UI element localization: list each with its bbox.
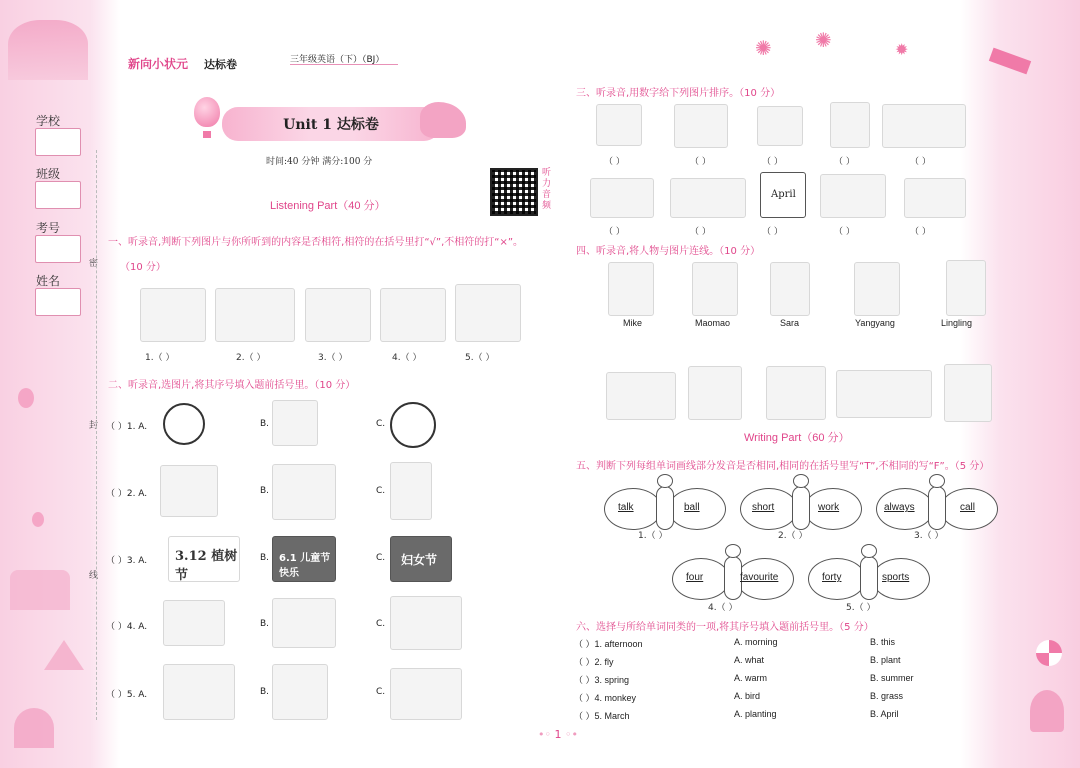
kids-pingpong-picture xyxy=(820,174,886,218)
answer-blank[interactable]: 1.（ ） xyxy=(145,353,175,363)
question-item[interactable]: （ ）2. fly xyxy=(574,657,614,667)
firework-icon: ✺ xyxy=(815,28,832,52)
section1-score: （10 分） xyxy=(120,262,166,273)
chef-cake-picture xyxy=(390,462,432,520)
balloon-icon xyxy=(194,97,220,127)
word: short xyxy=(752,502,775,513)
balloon-icon xyxy=(32,512,44,527)
option-a: A. morning xyxy=(734,637,778,647)
castle-decoration-bottom xyxy=(10,570,70,610)
butterfly-head xyxy=(725,544,741,558)
option-label: C. xyxy=(376,687,386,697)
answer-blank[interactable]: （ ） xyxy=(834,227,855,237)
seal-mark: 封 xyxy=(89,421,99,431)
boy-writing-picture xyxy=(272,464,336,520)
kids-outdoor-picture xyxy=(882,104,966,148)
answer-blank[interactable]: （ ） xyxy=(604,227,625,237)
butterfly-head xyxy=(861,544,877,558)
childrens-day-picture xyxy=(272,536,336,582)
exam-number-field[interactable] xyxy=(35,235,81,263)
field-label-exam-no: 考号 xyxy=(36,221,61,235)
page-number: •◦ 1 ◦• xyxy=(538,728,578,741)
castle-decoration xyxy=(8,20,88,80)
womens-day-text: 妇女节 xyxy=(401,553,438,567)
option-a: A. bird xyxy=(734,691,761,701)
name-field[interactable] xyxy=(35,288,81,316)
kids-basketball-picture xyxy=(390,596,462,650)
word: talk xyxy=(618,502,634,513)
kids-boat-picture xyxy=(670,178,746,218)
butterfly-body xyxy=(860,556,878,600)
question-item[interactable]: （ ）3. spring xyxy=(574,675,630,685)
field-label-school: 学校 xyxy=(36,114,61,128)
calendar-picture xyxy=(760,172,806,218)
word: work xyxy=(818,502,840,513)
character-mike xyxy=(608,262,654,316)
section5-heading: 五、判断下列每组单词画线部分发音是否相同,相同的在括号里写“T”,不相同的写“F”。（5 分） xyxy=(576,461,990,472)
butterfly-head xyxy=(793,474,809,488)
firework-icon: ✺ xyxy=(755,36,772,60)
answer-blank[interactable]: 5.（ ） xyxy=(465,353,495,363)
option-a: A. warm xyxy=(734,673,768,683)
question-item[interactable]: （ ）4. monkey xyxy=(574,693,637,703)
answer-blank[interactable]: （ ） xyxy=(690,227,711,237)
butterfly-body xyxy=(928,486,946,530)
header-divider xyxy=(290,64,398,65)
section2-heading: 二、听录音,选图片,将其序号填入题前括号里。（10 分） xyxy=(108,380,356,391)
kids-singing-picture xyxy=(163,600,225,646)
answer-blank[interactable]: 1.（ ） xyxy=(638,531,668,541)
option-label: C. xyxy=(376,619,386,629)
answer-blank[interactable]: 3.（ ） xyxy=(914,531,944,541)
answer-blank[interactable]: 3.（ ） xyxy=(318,353,348,363)
carousel-decoration xyxy=(14,708,54,748)
option-label: B. xyxy=(260,553,270,563)
answer-blank[interactable]: （ ） xyxy=(834,157,855,167)
swing-decoration xyxy=(989,48,1031,75)
option-label: B. xyxy=(260,619,270,629)
character-yangyang xyxy=(854,262,900,316)
brand-main: 新向小状元 xyxy=(128,57,189,71)
firework-icon: ✹ xyxy=(895,40,909,59)
option-b: B. April xyxy=(870,709,899,719)
word: sports xyxy=(882,572,910,583)
birds-plane-picture xyxy=(590,178,654,218)
option-label: C. xyxy=(376,486,386,496)
answer-blank[interactable]: 2.（ ） xyxy=(236,353,266,363)
trees-picture xyxy=(596,104,642,146)
name-mike: Mike xyxy=(623,318,643,328)
option-b: B. grass xyxy=(870,691,904,701)
pony-icon xyxy=(420,102,466,138)
question-number[interactable]: （ ）5. A. xyxy=(106,690,148,700)
character-lingling xyxy=(946,260,986,316)
question-number[interactable]: （ ）2. A. xyxy=(106,489,148,499)
name-sara: Sara xyxy=(780,318,800,328)
section6-heading: 六、选择与所给单词同类的一项,将其序号填入题前括号里。（5 分） xyxy=(576,622,874,633)
seal-line xyxy=(96,150,97,720)
kids-eating-picture xyxy=(606,372,676,420)
field-label-class: 班级 xyxy=(36,167,61,181)
butterfly-body xyxy=(656,486,674,530)
option-b: B. plant xyxy=(870,655,901,665)
qr-code[interactable] xyxy=(490,168,538,216)
word: forty xyxy=(822,572,842,583)
tree-decoration xyxy=(1030,690,1064,732)
option-a: A. planting xyxy=(734,709,777,719)
question-number[interactable]: （ ）4. A. xyxy=(106,622,148,632)
writing-part-title: Writing Part（60 分） xyxy=(744,432,850,444)
listening-part-title: Listening Part（40 分） xyxy=(270,200,386,212)
butterfly-head xyxy=(929,474,945,488)
arbor-day-text: 3.12 植树节 xyxy=(175,549,238,583)
balloon-icon xyxy=(18,388,34,408)
page-number-value: 1 xyxy=(554,728,562,741)
butterfly-body xyxy=(792,486,810,530)
page-title: Unit 1 达标卷 xyxy=(222,107,440,141)
kid-swimming-picture xyxy=(904,178,966,218)
word: always xyxy=(884,502,915,513)
seal-mark: 线 xyxy=(89,571,99,581)
childrens-day-text: 6.1 儿童节快乐 xyxy=(279,553,331,579)
willow-picture xyxy=(674,104,728,148)
grass-picture xyxy=(757,106,803,146)
section3-heading: 三、听录音,用数字给下列图片排序。（10 分） xyxy=(576,88,781,99)
tent-decoration xyxy=(44,640,84,670)
option-a: A. what xyxy=(734,655,765,665)
flowers-butterflies-picture xyxy=(272,598,336,648)
seal-mark: 密 xyxy=(89,259,99,269)
question-item[interactable]: （ ）1. afternoon xyxy=(574,639,643,649)
soccer-ball-picture xyxy=(163,403,205,445)
answer-blank[interactable]: （ ） xyxy=(910,157,931,167)
girl-soccer-picture xyxy=(688,366,742,420)
picture-kids-planting xyxy=(215,288,295,342)
balloon-basket xyxy=(203,131,211,138)
answer-blank[interactable]: （ ） xyxy=(762,227,783,237)
option-label: B. xyxy=(260,486,270,496)
ping-pong-paddle-picture xyxy=(272,400,318,446)
field-label-name: 姓名 xyxy=(36,274,61,288)
picture-flowers xyxy=(140,288,206,342)
womens-day-picture xyxy=(390,536,452,582)
tree-picture xyxy=(163,664,235,720)
word: call xyxy=(960,502,976,513)
option-label: C. xyxy=(376,419,386,429)
kid-kite-picture xyxy=(272,664,328,720)
answer-blank[interactable]: （ ） xyxy=(690,157,711,167)
character-sara xyxy=(770,262,810,316)
option-label: C. xyxy=(376,553,386,563)
kids-pingpong-game-picture xyxy=(836,370,932,418)
class-field[interactable] xyxy=(35,181,81,209)
answer-blank[interactable]: （ ） xyxy=(604,157,625,167)
question-number[interactable]: （ ）3. A. xyxy=(106,556,148,566)
answer-blank[interactable]: （ ） xyxy=(910,227,931,237)
planting-field-picture xyxy=(766,366,826,420)
calendar-month: April xyxy=(771,189,796,200)
picture-kids-table xyxy=(305,288,371,342)
answer-blank[interactable]: 4.（ ） xyxy=(708,603,738,613)
option-b: B. this xyxy=(870,637,896,647)
kids-reading-picture xyxy=(390,668,462,720)
kids-planting-picture xyxy=(160,465,218,517)
name-lingling: Lingling xyxy=(941,318,973,328)
picture-kids-mountain xyxy=(380,288,446,342)
book-info: 三年级英语（下）（BJ） xyxy=(290,55,385,65)
option-label: B. xyxy=(260,419,270,429)
answer-blank[interactable]: （ ） xyxy=(762,157,783,167)
basketball-picture xyxy=(390,402,436,448)
word: ball xyxy=(684,502,700,513)
school-field[interactable] xyxy=(35,128,81,156)
picture-kids-talking xyxy=(455,284,521,342)
word: favourite xyxy=(740,572,779,583)
butterfly-head xyxy=(657,474,673,488)
character-maomao xyxy=(692,262,738,316)
option-label: B. xyxy=(260,687,270,697)
word: four xyxy=(686,572,704,583)
section4-heading: 四、听录音,将人物与图片连线。（10 分） xyxy=(576,246,761,257)
brand-sub: 达标卷 xyxy=(204,58,237,71)
brand-logo xyxy=(128,55,188,72)
exam-meta: 时间:40 分钟 满分:100 分 xyxy=(266,157,373,167)
boy-cold-picture xyxy=(830,102,870,148)
answer-blank[interactable]: 5.（ ） xyxy=(846,603,876,613)
boy-basketball-picture xyxy=(944,364,992,422)
answer-blank[interactable]: 2.（ ） xyxy=(778,531,808,541)
name-yangyang: Yangyang xyxy=(855,318,895,328)
question-item[interactable]: （ ）5. March xyxy=(574,711,630,721)
pinwheel-icon xyxy=(1036,640,1062,666)
question-number[interactable]: （ ）1. A. xyxy=(106,422,148,432)
option-b: B. summer xyxy=(870,673,914,683)
section1-heading: 一、听录音,判断下列图片与你所听到的内容是否相符,相符的在括号里打“√”,不相符的打“×”。 xyxy=(108,237,524,248)
name-maomao: Maomao xyxy=(695,318,731,328)
qr-caption: 听力音频 xyxy=(542,168,552,211)
answer-blank[interactable]: 4.（ ） xyxy=(392,353,422,363)
arbor-day-picture xyxy=(168,536,240,582)
